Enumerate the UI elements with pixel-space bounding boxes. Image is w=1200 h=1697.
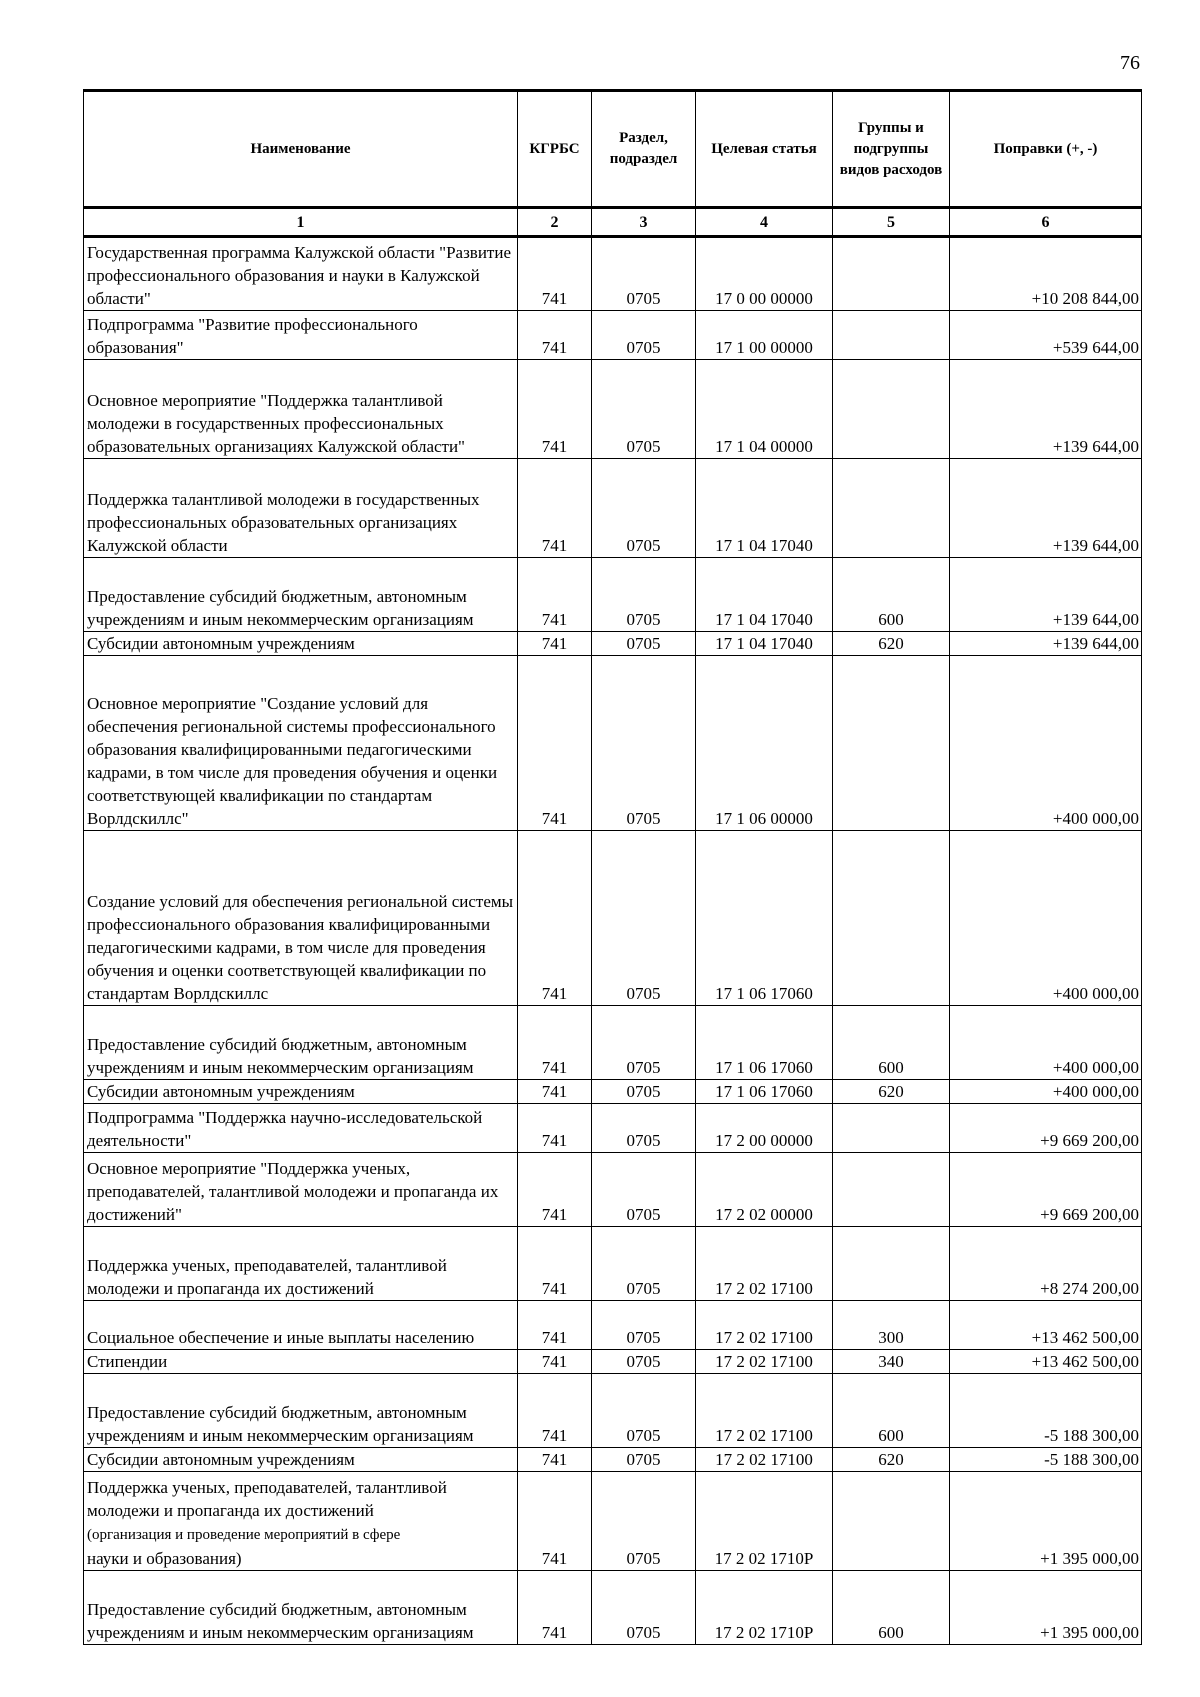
- row-section: 0705: [592, 1301, 696, 1350]
- row-section: 0705: [592, 1006, 696, 1080]
- table-row: [84, 1571, 1142, 1645]
- row-name: Подпрограмма "Поддержка научно-исследовательской деятельности": [84, 1104, 518, 1153]
- table-row: [84, 1080, 1142, 1104]
- table-row: [84, 632, 1142, 656]
- column-number: 5: [833, 208, 950, 237]
- table-header-row: [84, 91, 1142, 208]
- row-kgrbs: 741: [518, 1227, 592, 1301]
- row-group: [833, 1104, 950, 1153]
- header-target: Целевая статья: [696, 91, 833, 208]
- row-group: 620: [833, 632, 950, 656]
- row-amount: +10 208 844,00: [950, 237, 1142, 311]
- row-kgrbs: 741: [518, 459, 592, 558]
- row-target: 17 1 06 17060: [696, 831, 833, 1006]
- row-group: 600: [833, 558, 950, 632]
- column-number: 6: [950, 208, 1142, 237]
- table-row: [84, 1374, 1142, 1448]
- table-row: [84, 831, 1142, 1006]
- row-target: 17 2 02 1710P: [696, 1472, 833, 1571]
- row-amount: +400 000,00: [950, 831, 1142, 1006]
- header-kgrbs: КГРБС: [518, 91, 592, 208]
- row-target: 17 2 02 17100: [696, 1227, 833, 1301]
- row-kgrbs: 741: [518, 632, 592, 656]
- table-row: [84, 1472, 1142, 1571]
- row-section: 0705: [592, 237, 696, 311]
- row-target: 17 1 06 17060: [696, 1006, 833, 1080]
- row-section: 0705: [592, 1472, 696, 1571]
- row-amount: +9 669 200,00: [950, 1153, 1142, 1227]
- row-group: [833, 1472, 950, 1571]
- row-amount: +1 395 000,00: [950, 1571, 1142, 1645]
- table-row: [84, 1153, 1142, 1227]
- row-group: 600: [833, 1006, 950, 1080]
- row-group: [833, 1227, 950, 1301]
- row-section: 0705: [592, 1104, 696, 1153]
- row-target: 17 2 02 17100: [696, 1374, 833, 1448]
- row-amount: +139 644,00: [950, 459, 1142, 558]
- row-section: 0705: [592, 1448, 696, 1472]
- row-kgrbs: 741: [518, 1006, 592, 1080]
- row-kgrbs: 741: [518, 656, 592, 831]
- row-group: 600: [833, 1374, 950, 1448]
- row-kgrbs: 741: [518, 1080, 592, 1104]
- row-target: 17 1 06 00000: [696, 656, 833, 831]
- row-amount: +139 644,00: [950, 558, 1142, 632]
- row-name: Подпрограмма "Развитие профессионального образования": [84, 311, 518, 360]
- column-number-row: [84, 208, 1142, 237]
- row-amount: +1 395 000,00: [950, 1472, 1142, 1571]
- row-target: 17 1 04 00000: [696, 360, 833, 459]
- row-amount: +139 644,00: [950, 360, 1142, 459]
- row-target: 17 2 02 17100: [696, 1350, 833, 1374]
- row-group: 340: [833, 1350, 950, 1374]
- column-number: 2: [518, 208, 592, 237]
- row-name-tail: науки и образования): [87, 1549, 242, 1568]
- row-amount: +400 000,00: [950, 656, 1142, 831]
- row-kgrbs: 741: [518, 1350, 592, 1374]
- row-group: 620: [833, 1448, 950, 1472]
- row-group: [833, 360, 950, 459]
- row-group: [833, 311, 950, 360]
- table-row: [84, 459, 1142, 558]
- header-groups: Группы и подгруппы видов расходов: [833, 91, 950, 208]
- row-kgrbs: 741: [518, 1301, 592, 1350]
- table-row: [84, 1227, 1142, 1301]
- row-amount: -5 188 300,00: [950, 1448, 1142, 1472]
- row-section: 0705: [592, 1080, 696, 1104]
- row-name: Предоставление субсидий бюджетным, автономным учреждениям и иным некоммерческим организациям: [84, 1374, 518, 1448]
- row-kgrbs: 741: [518, 1472, 592, 1571]
- row-target: 17 2 00 00000: [696, 1104, 833, 1153]
- row-amount: +9 669 200,00: [950, 1104, 1142, 1153]
- row-kgrbs: 741: [518, 311, 592, 360]
- row-section: 0705: [592, 1227, 696, 1301]
- row-section: 0705: [592, 831, 696, 1006]
- row-amount: +8 274 200,00: [950, 1227, 1142, 1301]
- table-row: [84, 237, 1142, 311]
- row-name: Основное мероприятие "Поддержка ученых, преподавателей, талантливой молодежи и пропаганда их достижений": [84, 1153, 518, 1227]
- row-kgrbs: 741: [518, 1571, 592, 1645]
- row-name: Поддержка ученых, преподавателей, талантливой молодежи и пропаганда их достижений: [84, 1227, 518, 1301]
- row-name-note: (организация и проведение мероприятий в сфере: [87, 1527, 401, 1543]
- row-name: Предоставление субсидий бюджетным, автономным учреждениям и иным некоммерческим организациям: [84, 1571, 518, 1645]
- table-row: [84, 656, 1142, 831]
- row-section: 0705: [592, 1153, 696, 1227]
- header-name: Наименование: [84, 91, 518, 208]
- row-name: Предоставление субсидий бюджетным, автономным учреждениям и иным некоммерческим организациям: [84, 558, 518, 632]
- row-target: 17 1 06 17060: [696, 1080, 833, 1104]
- row-kgrbs: 741: [518, 831, 592, 1006]
- row-section: 0705: [592, 558, 696, 632]
- table-row: [84, 360, 1142, 459]
- column-number: 3: [592, 208, 696, 237]
- row-target: 17 1 04 17040: [696, 459, 833, 558]
- table-row: [84, 1006, 1142, 1080]
- table-row: [84, 1448, 1142, 1472]
- page-number: 76: [1120, 52, 1140, 74]
- row-group: 300: [833, 1301, 950, 1350]
- table-row: [84, 1350, 1142, 1374]
- row-target: 17 2 02 17100: [696, 1448, 833, 1472]
- row-section: 0705: [592, 656, 696, 831]
- row-amount: +13 462 500,00: [950, 1350, 1142, 1374]
- row-kgrbs: 741: [518, 237, 592, 311]
- row-name: Социальное обеспечение и иные выплаты населению: [84, 1301, 518, 1350]
- table-row: [84, 1104, 1142, 1153]
- row-group: [833, 656, 950, 831]
- row-name: Основное мероприятие "Поддержка талантливой молодежи в государственных профессиональных образовательных организациях Калужской области": [84, 360, 518, 459]
- row-group: [833, 459, 950, 558]
- row-target: 17 0 00 00000: [696, 237, 833, 311]
- row-amount: +400 000,00: [950, 1080, 1142, 1104]
- row-kgrbs: 741: [518, 360, 592, 459]
- budget-table: [83, 89, 1142, 1645]
- row-group: [833, 831, 950, 1006]
- row-amount: +539 644,00: [950, 311, 1142, 360]
- row-name: Государственная программа Калужской области "Развитие профессионального образования и науки в Калужской области": [84, 237, 518, 311]
- row-section: 0705: [592, 1571, 696, 1645]
- row-kgrbs: 741: [518, 1153, 592, 1227]
- row-section: 0705: [592, 459, 696, 558]
- row-section: 0705: [592, 311, 696, 360]
- row-section: 0705: [592, 1374, 696, 1448]
- row-target: 17 1 00 00000: [696, 311, 833, 360]
- row-section: 0705: [592, 1350, 696, 1374]
- row-name: Субсидии автономным учреждениям: [84, 1448, 518, 1472]
- column-number: 1: [84, 208, 518, 237]
- row-name: Стипендии: [84, 1350, 518, 1374]
- row-kgrbs: 741: [518, 558, 592, 632]
- table-row: [84, 1301, 1142, 1350]
- row-group: [833, 1153, 950, 1227]
- row-name: Субсидии автономным учреждениям: [84, 632, 518, 656]
- column-number: 4: [696, 208, 833, 237]
- row-group: 600: [833, 1571, 950, 1645]
- row-group: [833, 237, 950, 311]
- table-row: [84, 311, 1142, 360]
- row-amount: +13 462 500,00: [950, 1301, 1142, 1350]
- row-section: 0705: [592, 360, 696, 459]
- row-amount: +139 644,00: [950, 632, 1142, 656]
- row-kgrbs: 741: [518, 1448, 592, 1472]
- row-group: 620: [833, 1080, 950, 1104]
- row-target: 17 1 04 17040: [696, 632, 833, 656]
- row-name-main: Поддержка ученых, преподавателей, талантливой молодежи и пропаганда их достижений: [87, 1478, 447, 1520]
- row-target: 17 1 04 17040: [696, 558, 833, 632]
- row-name: Поддержка талантливой молодежи в государственных профессиональных образовательных организациях Калужской области: [84, 459, 518, 558]
- header-amendments: Поправки (+, -): [950, 91, 1142, 208]
- row-target: 17 2 02 00000: [696, 1153, 833, 1227]
- row-name: Основное мероприятие "Создание условий для обеспечения региональной системы профессионального образования квалифицированными педагогическими кадрами, в том числе для проведения обучения и оценки соответствующей квалификации по стандартам Ворлдскиллс": [84, 656, 518, 831]
- row-name: Субсидии автономным учреждениям: [84, 1080, 518, 1104]
- row-kgrbs: 741: [518, 1374, 592, 1448]
- row-target: 17 2 02 1710P: [696, 1571, 833, 1645]
- row-amount: +400 000,00: [950, 1006, 1142, 1080]
- row-kgrbs: 741: [518, 1104, 592, 1153]
- row-amount: -5 188 300,00: [950, 1374, 1142, 1448]
- table-row: [84, 558, 1142, 632]
- row-section: 0705: [592, 632, 696, 656]
- row-name: Создание условий для обеспечения региональной системы профессионального образования квалифицированными педагогическими кадрами, в том числе для проведения обучения и оценки соответствующей квалификации по стандартам Ворлдскиллс: [84, 831, 518, 1006]
- row-target: 17 2 02 17100: [696, 1301, 833, 1350]
- row-name: [84, 1472, 518, 1571]
- row-name: Предоставление субсидий бюджетным, автономным учреждениям и иным некоммерческим организациям: [84, 1006, 518, 1080]
- header-section: Раздел, подраздел: [592, 91, 696, 208]
